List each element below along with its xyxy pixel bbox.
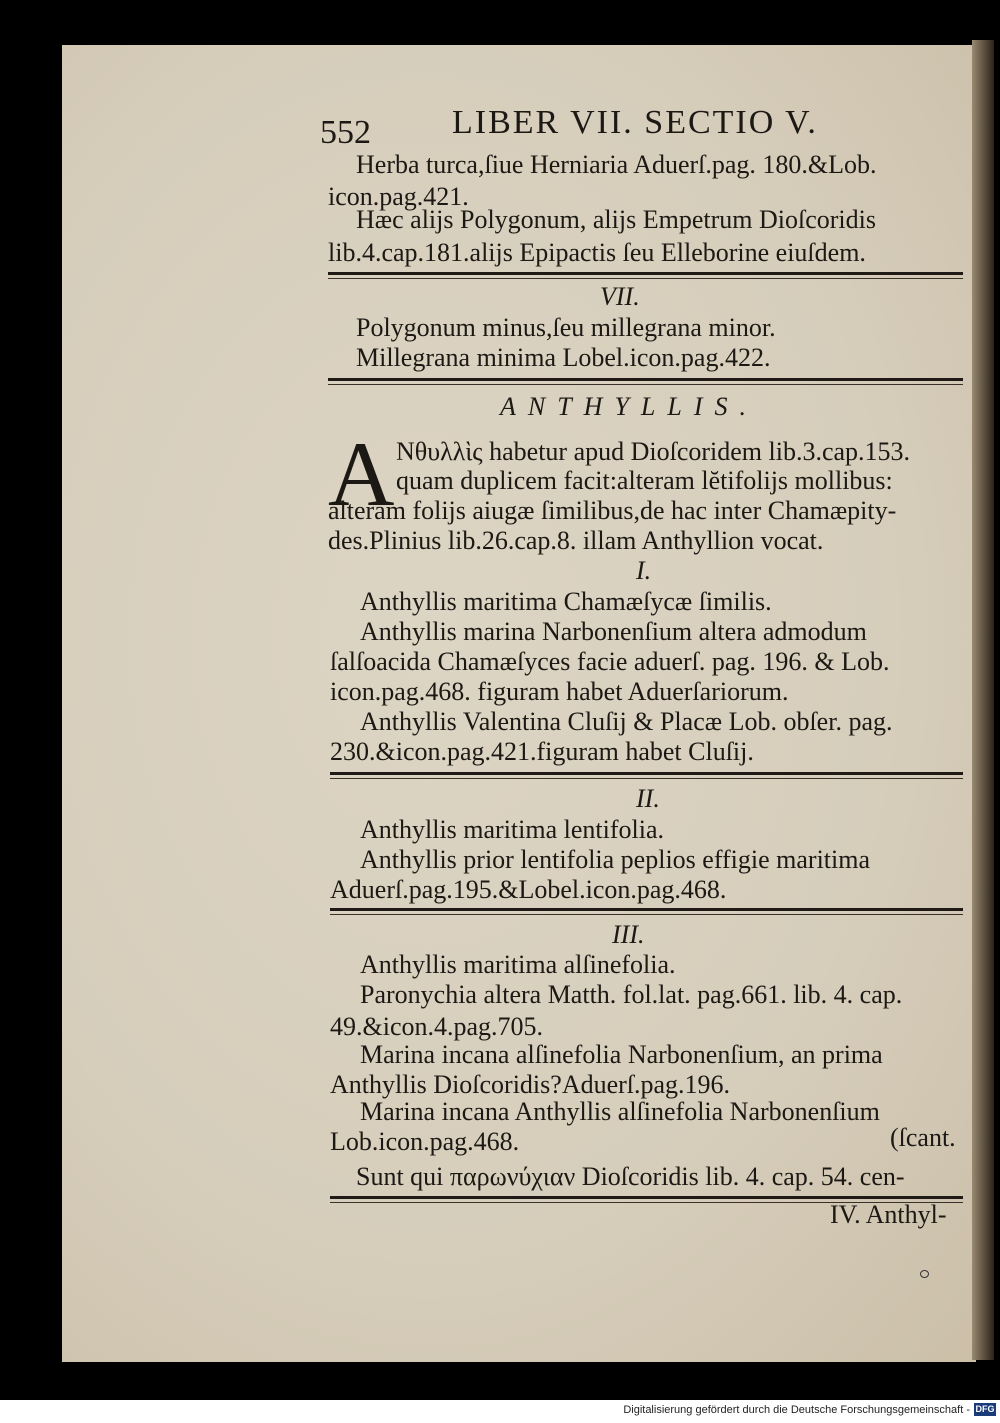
text-line: des.Plinius lib.26.cap.8. illam Anthyllion vocat. (328, 526, 824, 555)
text-line: Marina incana Anthyllis alſinefolia Narbonenſium (360, 1097, 880, 1126)
text-line: Anthyllis prior lentifolia peplios effigie maritima (360, 845, 871, 874)
chapter-heading: ANTHYLLIS. (500, 392, 758, 421)
footer-credit: Digitalisierung gefördert durch die Deutsche Forschungsgemeinschaft - (623, 1404, 970, 1416)
text-line: (ſcant. (890, 1123, 956, 1152)
text-line: Νθυλλὶς habetur apud Dioſcoridem lib.3.cap.153. (396, 437, 911, 466)
text-line: quam duplicem facit:alteram lĕtifolijs mollibus: (396, 466, 893, 495)
text-line: Anthyllis maritima alſinefolia. (360, 950, 676, 979)
text-line: 49.&icon.4.pag.705. (330, 1012, 544, 1041)
section-numeral: II. (636, 784, 660, 813)
text-line: Hæc alijs Polygonum, alijs Empetrum Dioſcoridis (356, 205, 876, 234)
text-line: alteram folijs aiugæ ſimilibus,de hac inter Chamæpity- (328, 496, 897, 525)
page-edge (972, 40, 994, 1360)
section-numeral: I. (636, 556, 652, 585)
text-line: Anthyllis maritima Chamæſycæ ſimilis. (360, 587, 772, 616)
running-title: LIBER VII. SECTIO V. (452, 104, 818, 141)
text-line: icon.pag.468. figuram habet Aduerſariorum. (330, 677, 789, 706)
text-line: 230.&icon.pag.421.figuram habet Cluſij. (330, 737, 754, 766)
text-line: Anthyllis maritima lentifolia. (360, 815, 665, 844)
section-rule (328, 378, 963, 381)
text-line: Anthyllis Valentina Cluſij & Placæ Lob. obſer. pag. (360, 707, 893, 736)
page-number: 552 (320, 114, 371, 151)
text-line: Millegrana minima Lobel.icon.pag.422. (356, 343, 771, 372)
section-rule (330, 772, 963, 775)
text-line: Marina incana alſinefolia Narbonenſium, an prima (360, 1040, 883, 1069)
catchword: IV. Anthyl- (830, 1200, 947, 1229)
ink-spot (920, 1270, 929, 1278)
text-line: Anthyllis Dioſcoridis?Aduerſ.pag.196. (330, 1070, 731, 1099)
text-line: Anthyllis marina Narbonenſium altera admodum (360, 617, 867, 646)
dfg-logo: DFG (975, 1404, 995, 1414)
text-line: ſalſoacida Chamæſyces facie aduerſ. pag. 196. & Lob. (330, 647, 890, 676)
section-rule (328, 272, 963, 275)
text-line: Lob.icon.pag.468. (330, 1127, 520, 1156)
section-rule (330, 1196, 963, 1199)
text-line: Polygonum minus,ſeu millegrana minor. (356, 313, 776, 342)
text-line: Herba turca,ſiue Herniaria Aduerſ.pag. 180.&Lob. (356, 150, 877, 179)
text-line: icon.pag.421. (328, 182, 469, 211)
text-line: Sunt qui παρωνύχιαν Dioſcoridis lib. 4. cap. 54. cen- (356, 1162, 905, 1191)
section-numeral: VII. (600, 282, 640, 311)
section-numeral: III. (612, 920, 645, 949)
section-rule (330, 908, 963, 911)
text-line: Paronychia altera Matth. fol.lat. pag.661. lib. 4. cap. (360, 980, 903, 1009)
text-line: lib.4.cap.181.alijs Epipactis ſeu Elleborine eiuſdem. (328, 238, 866, 267)
drop-capital: A (328, 423, 395, 525)
text-line: Aduerſ.pag.195.&Lobel.icon.pag.468. (330, 875, 727, 904)
